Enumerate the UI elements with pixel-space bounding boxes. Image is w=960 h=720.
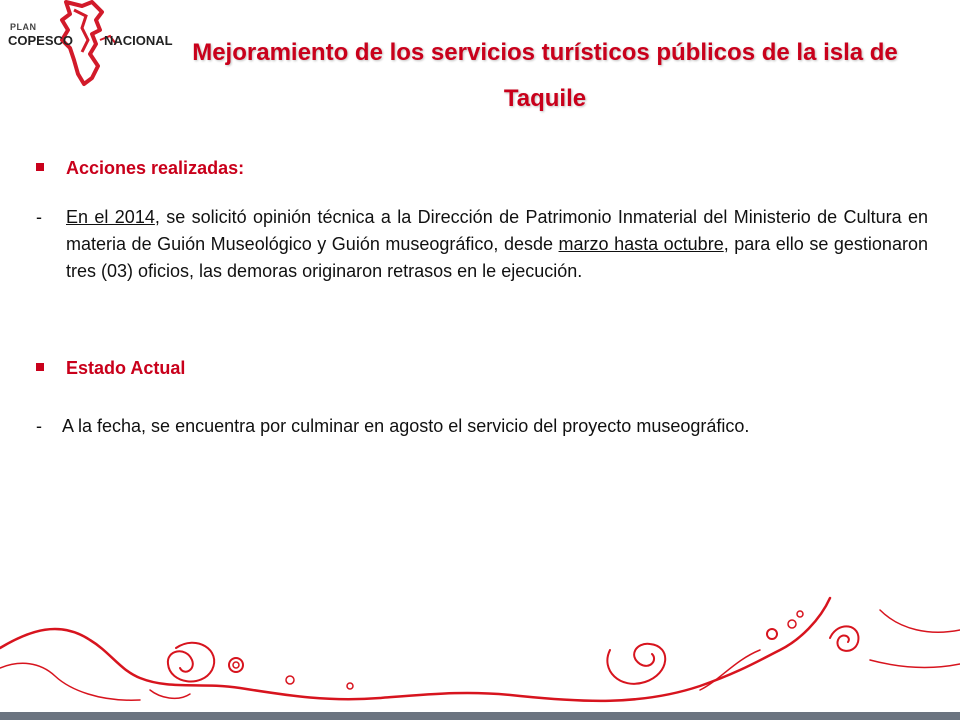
page-title: Mejoramiento de los servicios turísticos públicos de la isla de Taquile [192,39,898,112]
paragraph-acciones-body [36,204,928,285]
logo [4,0,174,90]
logo-nacional-text: NACIONAL [104,33,173,48]
dash-marker: - [36,416,42,436]
heading-acciones-label: Acciones realizadas: [66,158,245,178]
paragraph-estado [36,413,928,440]
paragraph-text-1: , se solicitó opinión técnica a la Dirección de Patrimonio Inmaterial del Ministerio de Cultura en materia de Guión Museológico y Guión museográfico, desde [66,207,928,254]
logo-plan-text: PLAN [10,22,37,32]
heading-estado [36,358,185,379]
bottom-rule [0,712,960,720]
square-bullet-icon [36,163,44,171]
heading-estado-label: Estado Actual [66,358,186,378]
square-bullet-icon [36,363,44,371]
dash-marker: - [36,207,42,227]
logo-copesco-text: COPESCO [8,33,74,48]
decorative-swirl-footer [0,590,960,712]
paragraph-text-2: , para ello se gestionaron tres (03) oficios, las demoras originaron retrasos en le ejecución. [66,234,928,281]
underlined-period: marzo hasta octubre [558,234,724,254]
underlined-year: En el 2014 [66,207,155,227]
paragraph-estado-body: A la fecha, se encuentra por culminar en agosto el servicio del proyecto museográfico. [62,416,750,436]
heading-acciones [36,158,244,179]
paragraph-acciones [36,204,928,285]
